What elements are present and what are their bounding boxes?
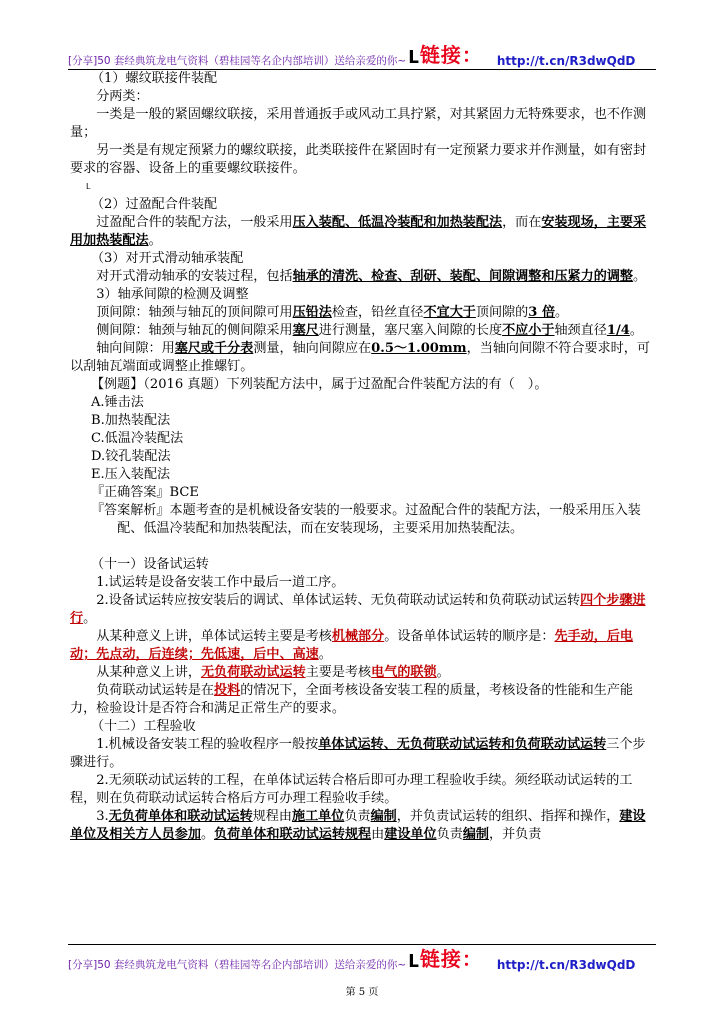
header [68,42,656,68]
footer-promo-text[interactable]: [分享]50 套经典筑龙电气资料（碧桂园等名企内部培训）送给亲爱的你~ [68,959,407,971]
paragraph: 顶间隙：轴颈与轴瓦的顶间隙可用压铅法检查，铅丝直径不宜大于顶间隙的3 倍。 [96,305,569,320]
paragraph: 一类是一般的紧固螺纹联接，采用普通扳手或风动工具拧紧，对其紧固力无特殊要求，也不作测量； [70,107,647,140]
header-promo-text[interactable]: [分享]50 套经典筑龙电气资料（碧桂园等名企内部培训）送给亲爱的你~ [68,55,407,67]
paragraph: 轴向间隙：用塞尺或千分表测量，轴向间隙应在0.5～1.00mm，当轴向间隙不符合要求时，可以刮轴瓦端面或调整止推螺钉。 [70,341,650,374]
heading-acceptance: （十二）工程验收 [90,719,196,734]
heading-sliding-bearing: （3）对开式滑动轴承装配 [90,251,244,266]
header-mark-icon: ᒪ [408,48,419,68]
paragraph: 分两类： [96,89,149,104]
footer-link-label[interactable]: 链接： [419,947,483,971]
heading-interference-fit: （2）过盈配合件装配 [90,197,218,212]
paragraph: 另一类是有规定预紧力的螺纹联接，此类联接件在紧固时有一定预紧力要求并作测量，如有密封要求的容器、设备上的重要螺纹联接件。 [70,143,647,176]
heading-commissioning: （十一）设备试运转 [90,557,209,572]
page-number: 第 5 页 [345,987,379,998]
option-e: E.压入装配法 [90,467,171,482]
footer-url-link[interactable]: http://t.cn/R3dwQdD [496,958,636,972]
option-d: D.铰孔装配法 [90,449,171,464]
paragraph: 侧间隙：轴颈与轴瓦的侧间隙采用塞尺进行测量，塞尺塞入间隙的长度不应小于轴颈直径1/4。 [96,323,643,338]
option-c: C.低温冷装配法 [90,431,184,446]
footer-divider [68,944,656,945]
paragraph: 1.机械设备安装工程的验收程序一般按单体试运转、无负荷联动试运转和负荷联动试运转三个步骤进行。 [70,737,646,770]
example-question: 【例题】（2016 真题）下列装配方法中，属于过盈配合件装配方法的有（ ）。 [90,377,548,392]
paragraph: 过盈配合件的装配方法，一般采用压入装配、低温冷装配和加热装配法，而在安装现场，主要采用加热装配法。 [70,215,647,248]
heading-bearing-clearance: 3）轴承间隙的检测及调整 [96,287,249,302]
paragraph: 从某种意义上讲，单体试运转主要是考核机械部分。设备单体试运转的顺序是：先手动，后电动；先点动，后连续；先低速，后中、高速。 [70,629,634,662]
option-a: A.锤击法 [90,395,144,410]
paragraph: 负荷联动试运转是在投料的情况下，全面考核设备安装工程的质量，考核设备的性能和生产能力，检验设计是否符合和满足正常生产的要求。 [70,683,634,716]
answer-analysis: 『答案解析』本题考查的是机械设备安装的一般要求。过盈配合件的装配方法，一般采用压入装配、低温冷装配和加热装配法，而在安装现场，主要采用加热装配法。 [90,503,641,536]
header-url-link[interactable]: http://t.cn/R3dwQdD [496,54,636,68]
spacer [70,538,656,556]
footer-mark-icon: ᒪ [408,952,419,972]
header-link-label[interactable]: 链接： [419,43,483,67]
paragraph: 从某种意义上讲，无负荷联动试运转主要是考核电气的联锁。 [96,665,450,680]
footer [68,946,656,972]
paragraph: 1.试运转是设备安装工作中最后一道工序。 [96,575,345,590]
paragraph: 对开式滑动轴承的安装过程，包括轴承的清洗、检查、刮研、装配、间隙调整和压紧力的调整。 [96,269,647,284]
document-body [70,70,656,844]
paragraph: 3.无负荷单体和联动试运转规程由施工单位负责编制，并负责试运转的组织、指挥和操作，建设单位及相关方人员参加。负荷单体和联动试运转规程由建设单位负责编制，并负责 [70,809,646,842]
stray-mark: ᒪ [86,182,91,191]
correct-answer: 『正确答案』BCE [90,485,199,500]
heading-thread-assembly: （1）螺纹联接件装配 [90,71,218,86]
option-b: B.加热装配法 [90,413,171,428]
paragraph: 2.无须联动试运转的工程，在单体试运转合格后即可办理工程验收手续。须经联动试运转的工程，则在负荷联动试运转合格后方可办理工程验收手续。 [70,773,633,806]
paragraph: 2.设备试运转应按安装后的调试、单体试运转、无负荷联动试运转和负荷联动试运转四个步骤进行。 [70,593,646,626]
